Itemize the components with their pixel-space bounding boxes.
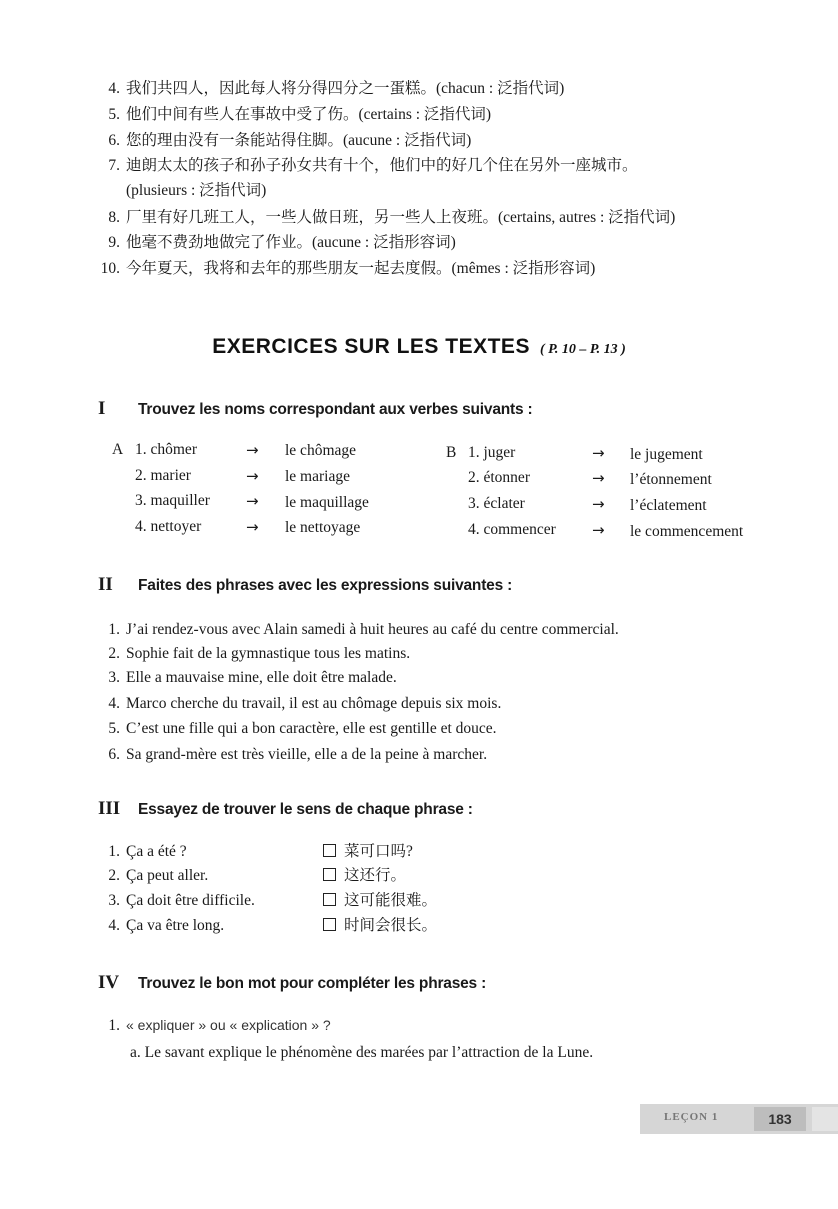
complete-answer-1a: a. Le savant explique le phénomène des marées par l’attraction de la Lune. xyxy=(130,1044,594,1061)
arrow-icon: → xyxy=(246,518,259,536)
arrow-icon: → xyxy=(592,495,605,513)
group-a-verb-3: 3. maquiller xyxy=(135,492,210,509)
group-a-noun-1: le chômage xyxy=(285,442,357,459)
group-a-label: A xyxy=(112,441,124,458)
checkbox-icon[interactable] xyxy=(323,918,336,931)
sense-phrase-2: 2. Ça peut aller. xyxy=(108,867,209,884)
group-b-label: B xyxy=(446,444,457,461)
phrase-item-2: 2. Sophie fait de la gymnastique tous les matins. xyxy=(108,645,411,662)
translation-item-10: 10. 今年夏天，我将和去年的那些朋友一起去度假。(mêmes : 泛指形容词) xyxy=(100,260,596,277)
phrase-item-1: 1. J’ai rendez-vous avec Alain samedi à huit heures au café du centre commercial. xyxy=(108,621,619,638)
exercises-pages: ( P. 10 – P. 13 ) xyxy=(539,342,626,357)
exercises-title: EXERCICES SUR LES TEXTES ( P. 10 – P. 13 ) xyxy=(212,335,626,358)
group-a-noun-3: le maquillage xyxy=(285,494,369,511)
translation-item-7: 7. 迪朗太太的孩子和孙子孙女共有十个，他们中的好几个住在另外一座城市。 xyxy=(108,157,638,174)
translation-item-4: 4. 我们共四人，因此每人将分得四分之一蛋糕。(chacun : 泛指代词) xyxy=(108,80,565,97)
section-3-heading: III Essayez de trouver le sens de chaque phrase : xyxy=(98,798,473,819)
lesson-label: LEÇON 1 xyxy=(664,1111,719,1123)
phrase-item-6: 6. Sa grand-mère est très vieille, elle a de la peine à marcher. xyxy=(108,746,488,763)
section-1-heading: I Trouvez les noms correspondant aux verbes suivants : xyxy=(98,398,533,419)
group-a-verb-4: 4. nettoyer xyxy=(135,518,202,535)
arrow-icon: → xyxy=(592,469,605,487)
group-b-verb-4: 4. commencer xyxy=(468,521,556,538)
checkbox-icon[interactable] xyxy=(323,868,336,881)
checkbox-icon[interactable] xyxy=(323,844,336,857)
sense-phrase-4: 4. Ça va être long. xyxy=(108,917,225,934)
group-b-noun-1: le jugement xyxy=(630,446,703,463)
checkbox-icon[interactable] xyxy=(323,893,336,906)
arrow-icon: → xyxy=(592,444,605,462)
sense-phrase-3: 3. Ça doit être difficile. xyxy=(108,892,255,909)
page-footer xyxy=(640,1104,838,1134)
section-4-heading: IV Trouvez le bon mot pour compléter les phrases : xyxy=(98,972,487,993)
phrase-item-4: 4. Marco cherche du travail, il est au chômage depuis six mois. xyxy=(108,695,502,712)
arrow-icon: → xyxy=(592,521,605,539)
sense-choice-1[interactable]: 菜可口吗? xyxy=(323,842,413,862)
translation-item-9: 9. 他毫不费劲地做完了作业。(aucune : 泛指形容词) xyxy=(108,234,456,251)
group-b-verb-1: 1. juger xyxy=(468,444,516,461)
sense-choice-3[interactable]: 这可能很难。 xyxy=(323,891,437,911)
section-2-heading: II Faites des phrases avec les expressions suivantes : xyxy=(98,574,513,595)
group-a-noun-4: le nettoyage xyxy=(285,519,361,536)
footer-tab xyxy=(812,1107,838,1131)
group-b-noun-2: l’étonnement xyxy=(630,471,712,488)
group-a-noun-2: le mariage xyxy=(285,468,350,485)
group-b-noun-3: l’éclatement xyxy=(630,497,707,514)
group-b-verb-3: 3. éclater xyxy=(468,495,525,512)
phrase-item-3: 3. Elle a mauvaise mine, elle doit être malade. xyxy=(108,669,397,686)
sense-choice-4[interactable]: 时间会很长。 xyxy=(323,916,437,936)
translation-item-5: 5. 他们中间有些人在事故中受了伤。(certains : 泛指代词) xyxy=(108,106,492,123)
arrow-icon: → xyxy=(246,467,259,485)
sense-choice-2[interactable]: 这还行。 xyxy=(323,866,406,886)
phrase-item-5: 5. C’est une fille qui a bon caractère, elle est gentille et douce. xyxy=(108,720,497,737)
translation-item-8: 8. 厂里有好几班工人，一些人做日班，另一些人上夜班。(certains, autres : 泛指代词) xyxy=(108,209,676,226)
arrow-icon: → xyxy=(246,441,259,459)
translation-item-6: 6. 您的理由没有一条能站得住脚。(aucune : 泛指代词) xyxy=(108,132,472,149)
group-b-noun-4: le commencement xyxy=(630,523,744,540)
sense-phrase-1: 1. Ça a été ? xyxy=(108,843,187,860)
group-a-verb-2: 2. marier xyxy=(135,467,191,484)
complete-question-1: 1. « expliquer » ou « explication » ? xyxy=(108,1017,331,1034)
group-b-verb-2: 2. étonner xyxy=(468,469,530,486)
translation-item-7-cont: (plusieurs : 泛指代词) xyxy=(126,182,267,199)
page-number: 183 xyxy=(754,1107,806,1131)
group-a-verb-1: 1. chômer xyxy=(135,441,197,458)
arrow-icon: → xyxy=(246,492,259,510)
